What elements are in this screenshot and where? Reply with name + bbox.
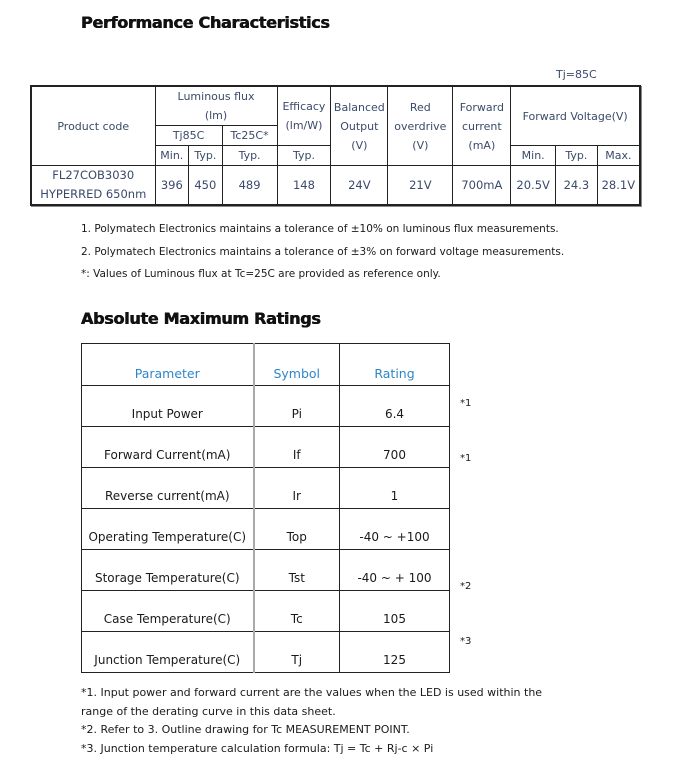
parameter: Junction Temperature(C) bbox=[82, 632, 254, 673]
footnote-mark-input-power: *1 bbox=[460, 398, 472, 409]
header-rating: Rating bbox=[340, 344, 450, 386]
ratings-table bbox=[81, 343, 450, 673]
performance-title: Performance Characteristics bbox=[81, 13, 330, 32]
note-1: 1. Polymatech Electronics maintains a tolerance of ±10% on luminous flux measurements. bbox=[81, 223, 559, 235]
note-3: *: Values of Luminous flux at Tc=25C are provided as reference only. bbox=[81, 268, 441, 280]
header-luminous-flux-unit: (lm) bbox=[204, 109, 228, 122]
balanced-output: 24V bbox=[331, 166, 388, 206]
header-tj85c: Tj85C bbox=[155, 126, 222, 146]
footnote-mark-storage: *2 bbox=[460, 581, 472, 592]
header-red-label2: overdrive bbox=[394, 119, 447, 133]
vf-typ: 24.3 bbox=[556, 166, 598, 206]
parameter: Input Power bbox=[82, 386, 254, 427]
red-overdrive: 21V bbox=[388, 166, 453, 206]
vf-max: 28.1V bbox=[597, 166, 640, 206]
table-row bbox=[82, 509, 450, 550]
header-symbol: Symbol bbox=[254, 344, 340, 386]
parameter: Storage Temperature(C) bbox=[82, 550, 254, 591]
symbol: Pi bbox=[254, 386, 340, 427]
header-vf-typ: Typ. bbox=[556, 146, 598, 166]
rating: 1 bbox=[340, 468, 450, 509]
parameter: Reverse current(mA) bbox=[82, 468, 254, 509]
condition-note: Tj=85C bbox=[556, 68, 597, 81]
table-row bbox=[82, 427, 450, 468]
header-forward-current bbox=[453, 86, 511, 166]
flux-tc25-typ: 489 bbox=[222, 166, 277, 206]
rating: 6.4 bbox=[340, 386, 450, 427]
symbol: Top bbox=[254, 509, 340, 550]
table-row bbox=[31, 166, 640, 206]
header-flux-tc-typ: Typ. bbox=[222, 146, 277, 166]
product-variant: HYPERRED 650nm bbox=[40, 187, 147, 201]
symbol: Tc bbox=[254, 591, 340, 632]
table-row bbox=[82, 632, 450, 673]
header-balanced-label2: Output bbox=[340, 119, 379, 133]
symbol: Ir bbox=[254, 468, 340, 509]
rating: -40 ~ +100 bbox=[340, 509, 450, 550]
parameter: Forward Current(mA) bbox=[82, 427, 254, 468]
product-code: FL27COB3030 bbox=[52, 168, 135, 182]
flux-tj85-typ: 450 bbox=[189, 166, 223, 206]
header-fwd-current-label1: Forward bbox=[459, 100, 504, 114]
header-red-unit: (V) bbox=[412, 138, 429, 152]
symbol: Tj bbox=[254, 632, 340, 673]
ratings-title: Absolute Maximum Ratings bbox=[81, 309, 321, 328]
header-parameter: Parameter bbox=[82, 344, 254, 386]
table-row bbox=[82, 386, 450, 427]
rating: 125 bbox=[340, 632, 450, 673]
header-red-label1: Red bbox=[409, 100, 431, 114]
footnote-1b: range of the derating curve in this data sheet. bbox=[81, 704, 336, 718]
header-fwd-current-label2: current bbox=[462, 119, 502, 133]
rating: 105 bbox=[340, 591, 450, 632]
flux-tj85-min: 396 bbox=[155, 166, 189, 206]
header-efficacy bbox=[277, 86, 331, 146]
forward-current: 700mA bbox=[453, 166, 511, 206]
header-efficacy-unit: (lm/W) bbox=[285, 119, 323, 132]
header-fwd-current-unit: (mA) bbox=[468, 138, 496, 152]
header-forward-voltage: Forward Voltage(V) bbox=[511, 86, 640, 146]
header-vf-min: Min. bbox=[511, 146, 556, 166]
ratings-footnotes bbox=[81, 684, 571, 758]
performance-notes bbox=[81, 222, 564, 290]
header-luminous-flux bbox=[155, 86, 277, 126]
header-red-overdrive bbox=[388, 86, 453, 166]
footnote-2: *2. Refer to 3. Outline drawing for Tc MEASUREMENT POINT. bbox=[81, 723, 410, 736]
header-balanced-unit: (V) bbox=[351, 138, 368, 152]
rating: 700 bbox=[340, 427, 450, 468]
header-product-code: Product code bbox=[31, 86, 155, 166]
header-balanced-label1: Balanced bbox=[333, 100, 385, 114]
header-luminous-flux-label: Luminous flux bbox=[177, 90, 255, 103]
note-2: 2. Polymatech Electronics maintains a tolerance of ±3% on forward voltage measurements. bbox=[81, 245, 565, 258]
footnote-3: *3. Junction temperature calculation formula: Tj = Tc + Rj-c × Pi bbox=[81, 741, 434, 755]
header-efficacy-typ: Typ. bbox=[277, 146, 331, 166]
header-flux-typ: Typ. bbox=[189, 146, 223, 166]
header-tc25c: Tc25C* bbox=[222, 126, 277, 146]
rating: -40 ~ + 100 bbox=[340, 550, 450, 591]
header-vf-max: Max. bbox=[597, 146, 640, 166]
parameter: Operating Temperature(C) bbox=[82, 509, 254, 550]
header-flux-min: Min. bbox=[155, 146, 189, 166]
table-row bbox=[82, 550, 450, 591]
symbol: If bbox=[254, 427, 340, 468]
efficacy-typ: 148 bbox=[277, 166, 331, 206]
table-row bbox=[82, 591, 450, 632]
performance-table bbox=[30, 85, 641, 206]
symbol: Tst bbox=[254, 550, 340, 591]
table-row bbox=[82, 468, 450, 509]
product-code-cell bbox=[31, 166, 155, 206]
header-balanced-output bbox=[331, 86, 388, 166]
header-efficacy-label: Efficacy bbox=[282, 100, 326, 113]
parameter: Case Temperature(C) bbox=[82, 591, 254, 632]
footnote-mark-forward-current: *1 bbox=[460, 453, 472, 464]
vf-min: 20.5V bbox=[511, 166, 556, 206]
footnote-1a: *1. Input power and forward current are the values when the LED is used within the bbox=[81, 686, 543, 699]
footnote-mark-junction: *3 bbox=[460, 636, 472, 647]
